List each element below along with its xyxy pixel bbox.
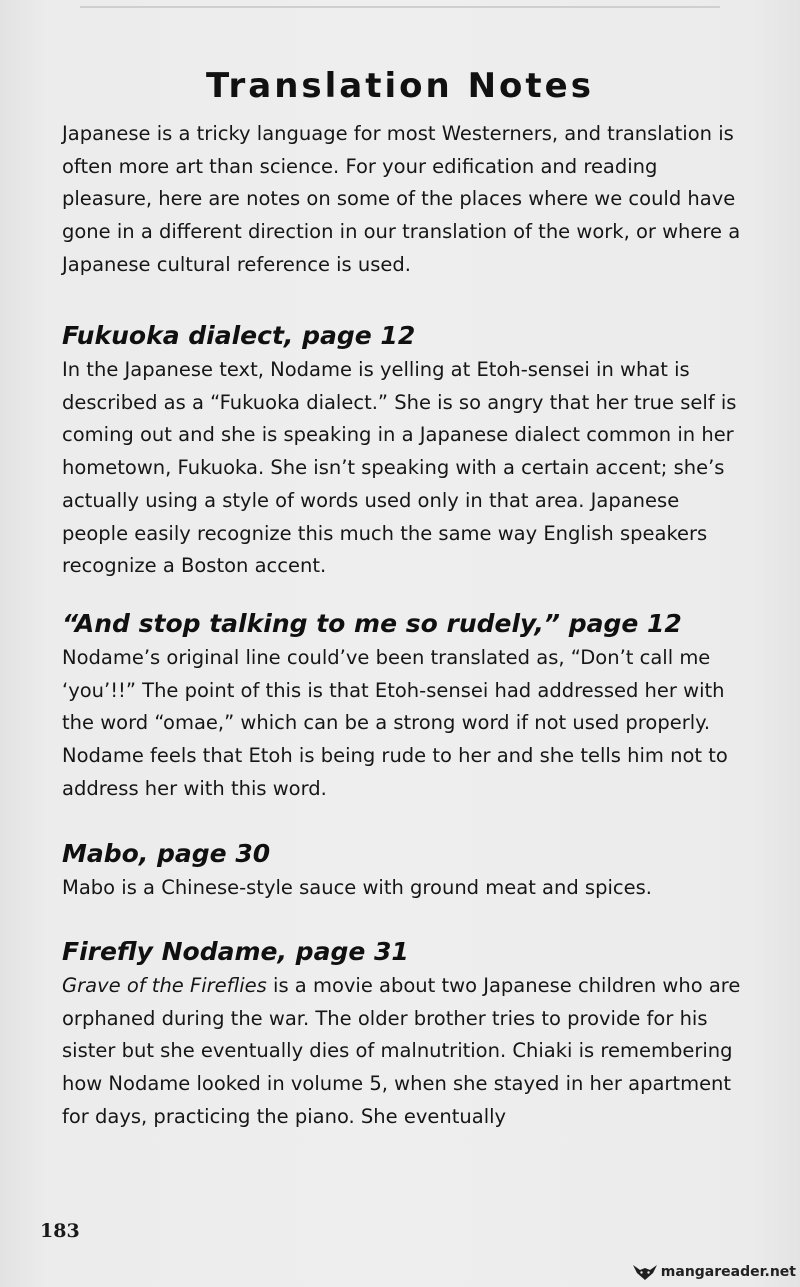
note-heading: Firefly Nodame, page 31 <box>62 937 409 966</box>
intro-paragraph: Japanese is a tricky language for most Westerners, and translation is often more art than science. For your edification and reading pleasure, here are notes on some of the places where we could have gone in a different direction in our translation of the work, or where a Japanese cultural reference is used. <box>62 122 741 276</box>
note-body <box>62 970 742 1134</box>
note-fukuoka-dialect <box>62 318 742 583</box>
watermark-text: mangareader.net <box>660 1264 796 1280</box>
top-rule <box>80 6 720 8</box>
note-heading: Fukuoka dialect, page 12 <box>62 321 416 350</box>
note-body: In the Japanese text, Nodame is yelling at Etoh-sensei in what is described as a “Fukuoka dialect.” She is so angry that her true self is coming out and she is speaking in a Japanese dialect common in her hometown, Fukuoka. She isn’t speaking with a certain accent; she’s actually using a style of words used only in that area. Japanese people easily recognize this much the same way English speakers recognize a Boston accent. <box>62 358 737 578</box>
note-firefly-nodame <box>62 934 742 1134</box>
page-title: Translation Notes <box>206 66 594 106</box>
note-heading: “And stop talking to me so rudely,” page 12 <box>62 609 682 638</box>
note-body: Nodame’s original line could’ve been translated as, “Don’t call me ‘you’!!” The point of this is that Etoh-sensei had addressed her with the word “omae,” which can be a strong word if not used properly. Nodame feels that Etoh is being rude to her and she tells him not to address her with this word. <box>62 646 728 800</box>
note-mabo <box>62 836 742 905</box>
movie-title: Grave of the Fireflies <box>62 974 267 997</box>
page-number: 183 <box>40 1220 80 1242</box>
fox-head-icon <box>632 1263 658 1281</box>
note-stop-talking-rudely <box>62 606 742 806</box>
note-body-text: is a movie about two Japanese children who are orphaned during the war. The older brother tries to provide for his sister but she eventually dies of malnutrition. Chiaki is remembering how Nodame looked in volume 5, when she stayed in her apartment for days, practicing the piano. She eventually <box>62 974 741 1128</box>
note-body: Mabo is a Chinese-style sauce with ground meat and spices. <box>62 876 652 899</box>
watermark <box>632 1263 796 1281</box>
note-heading: Mabo, page 30 <box>62 839 271 868</box>
